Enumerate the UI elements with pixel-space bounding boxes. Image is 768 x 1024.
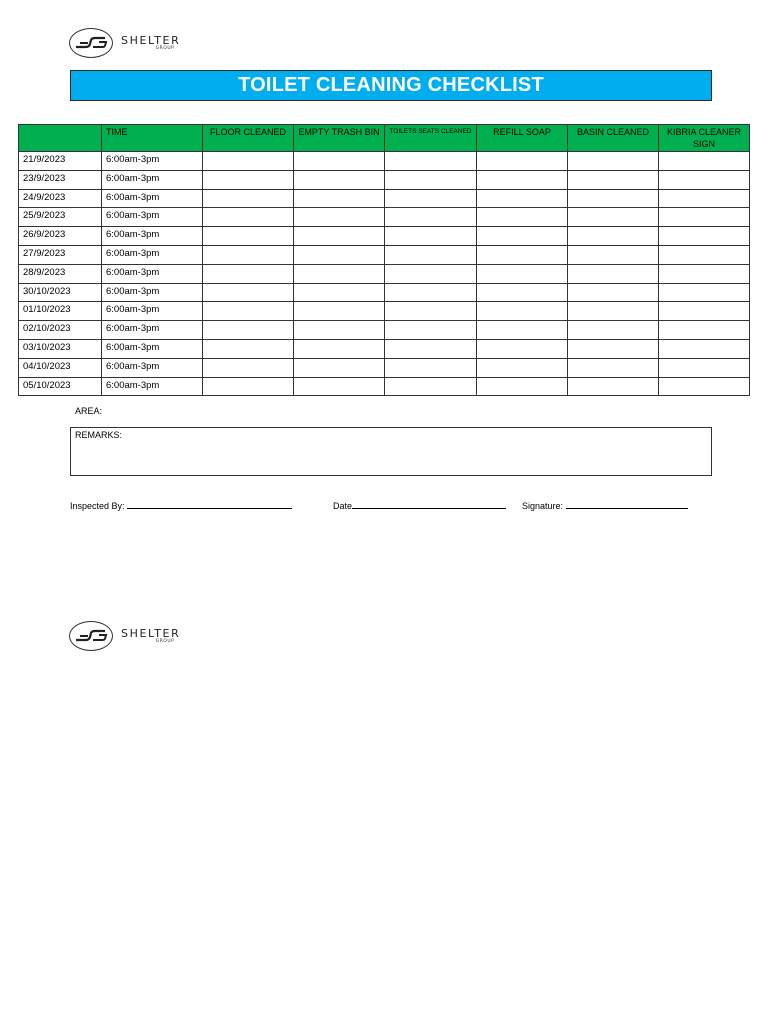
column-header-cleaner-sign: KIBRIA CLEANER SIGN	[659, 125, 750, 152]
checklist-cell[interactable]	[568, 358, 659, 377]
checklist-cell[interactable]	[659, 227, 750, 246]
checklist-cell[interactable]	[385, 321, 477, 340]
checklist-cell[interactable]	[659, 283, 750, 302]
checklist-cell[interactable]	[659, 152, 750, 171]
checklist-cell[interactable]	[568, 170, 659, 189]
page-title: TOILET CLEANING CHECKLIST	[238, 74, 544, 96]
date-blank[interactable]	[352, 499, 506, 509]
checklist-cell[interactable]	[203, 339, 294, 358]
column-header-basin-cleaned: BASIN CLEANED	[568, 125, 659, 152]
checklist-cell[interactable]	[385, 283, 477, 302]
checklist-cell[interactable]	[385, 377, 477, 396]
checklist-cell[interactable]	[659, 339, 750, 358]
checklist-table	[18, 124, 750, 396]
checklist-cell[interactable]	[385, 245, 477, 264]
logo-subtitle: GROUP	[155, 638, 175, 644]
row-date: 25/9/2023	[19, 208, 102, 227]
checklist-cell[interactable]	[659, 302, 750, 321]
row-time: 6:00am-3pm	[102, 321, 203, 340]
row-date: 30/10/2023	[19, 283, 102, 302]
checklist-cell[interactable]	[659, 264, 750, 283]
date-label: Date	[333, 501, 353, 511]
checklist-cell[interactable]	[568, 321, 659, 340]
logo-subtitle: GROUP	[155, 45, 175, 51]
checklist-cell[interactable]	[568, 227, 659, 246]
row-date: 23/9/2023	[19, 170, 102, 189]
column-header-date	[19, 125, 102, 152]
checklist-cell[interactable]	[294, 377, 385, 396]
checklist-cell[interactable]	[203, 264, 294, 283]
checklist-cell[interactable]	[294, 170, 385, 189]
remarks-box[interactable]	[70, 427, 712, 476]
checklist-cell[interactable]	[385, 302, 477, 321]
signature-label: Signature:	[522, 501, 564, 511]
checklist-cell[interactable]	[477, 339, 568, 358]
checklist-cell[interactable]	[294, 283, 385, 302]
checklist-cell[interactable]	[477, 227, 568, 246]
checklist-cell[interactable]	[294, 339, 385, 358]
checklist-cell[interactable]	[294, 245, 385, 264]
row-time: 6:00am-3pm	[102, 283, 203, 302]
row-time: 6:00am-3pm	[102, 189, 203, 208]
column-header-floor-cleaned: FLOOR CLEANED	[203, 125, 294, 152]
inspected-by-field[interactable]	[70, 499, 292, 511]
checklist-cell[interactable]	[203, 358, 294, 377]
row-date: 04/10/2023	[19, 358, 102, 377]
table-row	[19, 152, 750, 171]
checklist-cell[interactable]	[477, 208, 568, 227]
checklist-cell[interactable]	[477, 189, 568, 208]
checklist-cell[interactable]	[568, 152, 659, 171]
table-row	[19, 245, 750, 264]
checklist-cell[interactable]	[203, 321, 294, 340]
row-time: 6:00am-3pm	[102, 377, 203, 396]
checklist-cell[interactable]	[385, 208, 477, 227]
table-row	[19, 377, 750, 396]
table-row	[19, 283, 750, 302]
checklist-cell[interactable]	[385, 170, 477, 189]
checklist-cell[interactable]	[203, 283, 294, 302]
checklist-cell[interactable]	[568, 189, 659, 208]
row-date: 05/10/2023	[19, 377, 102, 396]
checklist-cell[interactable]	[203, 302, 294, 321]
column-header-empty-trash-bin: EMPTY TRASH BIN	[294, 125, 385, 152]
logo-name: SHELTER	[121, 626, 181, 640]
checklist-cell[interactable]	[477, 245, 568, 264]
shelter-logo-top	[69, 28, 180, 58]
checklist-cell[interactable]	[294, 208, 385, 227]
table-row	[19, 189, 750, 208]
table-row	[19, 358, 750, 377]
checklist-cell[interactable]	[659, 189, 750, 208]
row-time: 6:00am-3pm	[102, 358, 203, 377]
checklist-cell[interactable]	[385, 189, 477, 208]
table-header-row	[19, 125, 750, 152]
logo-name: SHELTER	[121, 33, 181, 47]
checklist-cell[interactable]	[659, 170, 750, 189]
table-row	[19, 321, 750, 340]
checklist-cell[interactable]	[203, 189, 294, 208]
checklist-cell[interactable]	[477, 152, 568, 171]
checklist-cell[interactable]	[203, 377, 294, 396]
row-time: 6:00am-3pm	[102, 302, 203, 321]
checklist-cell[interactable]	[203, 208, 294, 227]
column-header-time: TIME	[102, 125, 203, 152]
checklist-cell[interactable]	[568, 302, 659, 321]
checklist-cell[interactable]	[477, 302, 568, 321]
checklist-cell[interactable]	[568, 208, 659, 227]
checklist-cell[interactable]	[203, 227, 294, 246]
row-date: 28/9/2023	[19, 264, 102, 283]
checklist-cell[interactable]	[477, 264, 568, 283]
row-date: 02/10/2023	[19, 321, 102, 340]
table-row	[19, 208, 750, 227]
checklist-cell[interactable]	[568, 339, 659, 358]
checklist-cell[interactable]	[568, 283, 659, 302]
signature-field[interactable]	[522, 499, 688, 511]
title-banner	[70, 70, 712, 101]
row-time: 6:00am-3pm	[102, 245, 203, 264]
checklist-cell[interactable]	[294, 321, 385, 340]
checklist-cell[interactable]	[477, 377, 568, 396]
remarks-label: REMARKS:	[75, 430, 123, 440]
row-date: 27/9/2023	[19, 245, 102, 264]
table-row	[19, 170, 750, 189]
checklist-cell[interactable]	[568, 377, 659, 396]
checklist-cell[interactable]	[294, 152, 385, 171]
checklist-cell[interactable]	[568, 264, 659, 283]
checklist-cell[interactable]	[203, 245, 294, 264]
checklist-cell[interactable]	[294, 264, 385, 283]
checklist-cell[interactable]	[294, 302, 385, 321]
checklist-cell[interactable]	[568, 245, 659, 264]
row-date: 21/9/2023	[19, 152, 102, 171]
checklist-cell[interactable]	[385, 152, 477, 171]
area-label: AREA:	[75, 406, 103, 416]
row-date: 24/9/2023	[19, 189, 102, 208]
checklist-cell[interactable]	[294, 189, 385, 208]
checklist-cell[interactable]	[659, 377, 750, 396]
checklist-cell[interactable]	[659, 321, 750, 340]
checklist-cell[interactable]	[477, 358, 568, 377]
row-time: 6:00am-3pm	[102, 264, 203, 283]
checklist-cell[interactable]	[659, 208, 750, 227]
checklist-cell[interactable]	[659, 358, 750, 377]
table-row	[19, 339, 750, 358]
signature-blank[interactable]	[566, 499, 688, 509]
row-time: 6:00am-3pm	[102, 339, 203, 358]
row-time: 6:00am-3pm	[102, 227, 203, 246]
checklist-cell[interactable]	[294, 358, 385, 377]
row-time: 6:00am-3pm	[102, 170, 203, 189]
checklist-cell[interactable]	[477, 170, 568, 189]
row-date: 03/10/2023	[19, 339, 102, 358]
row-date: 01/10/2023	[19, 302, 102, 321]
column-header-refill-soap: REFILL SOAP	[477, 125, 568, 152]
checklist-cell[interactable]	[294, 227, 385, 246]
checklist-cell[interactable]	[385, 264, 477, 283]
checklist-cell[interactable]	[203, 170, 294, 189]
shelter-emblem-icon	[69, 28, 113, 58]
checklist-cell[interactable]	[659, 245, 750, 264]
row-time: 6:00am-3pm	[102, 152, 203, 171]
inspected-by-label: Inspected By:	[70, 501, 125, 511]
row-date: 26/9/2023	[19, 227, 102, 246]
table-row	[19, 227, 750, 246]
row-time: 6:00am-3pm	[102, 208, 203, 227]
inspected-by-blank[interactable]	[127, 499, 292, 509]
checklist-cell[interactable]	[385, 358, 477, 377]
shelter-emblem-icon	[69, 621, 113, 651]
checklist-cell[interactable]	[385, 339, 477, 358]
column-header-toilet-seats-cleaned: TOILETS SEATS CLEANED	[385, 125, 477, 152]
shelter-logo-bottom	[69, 621, 180, 651]
checklist-cell[interactable]	[477, 321, 568, 340]
date-field[interactable]	[333, 499, 506, 511]
checklist-cell[interactable]	[477, 283, 568, 302]
checklist-cell[interactable]	[385, 227, 477, 246]
table-row	[19, 302, 750, 321]
table-row	[19, 264, 750, 283]
checklist-cell[interactable]	[203, 152, 294, 171]
